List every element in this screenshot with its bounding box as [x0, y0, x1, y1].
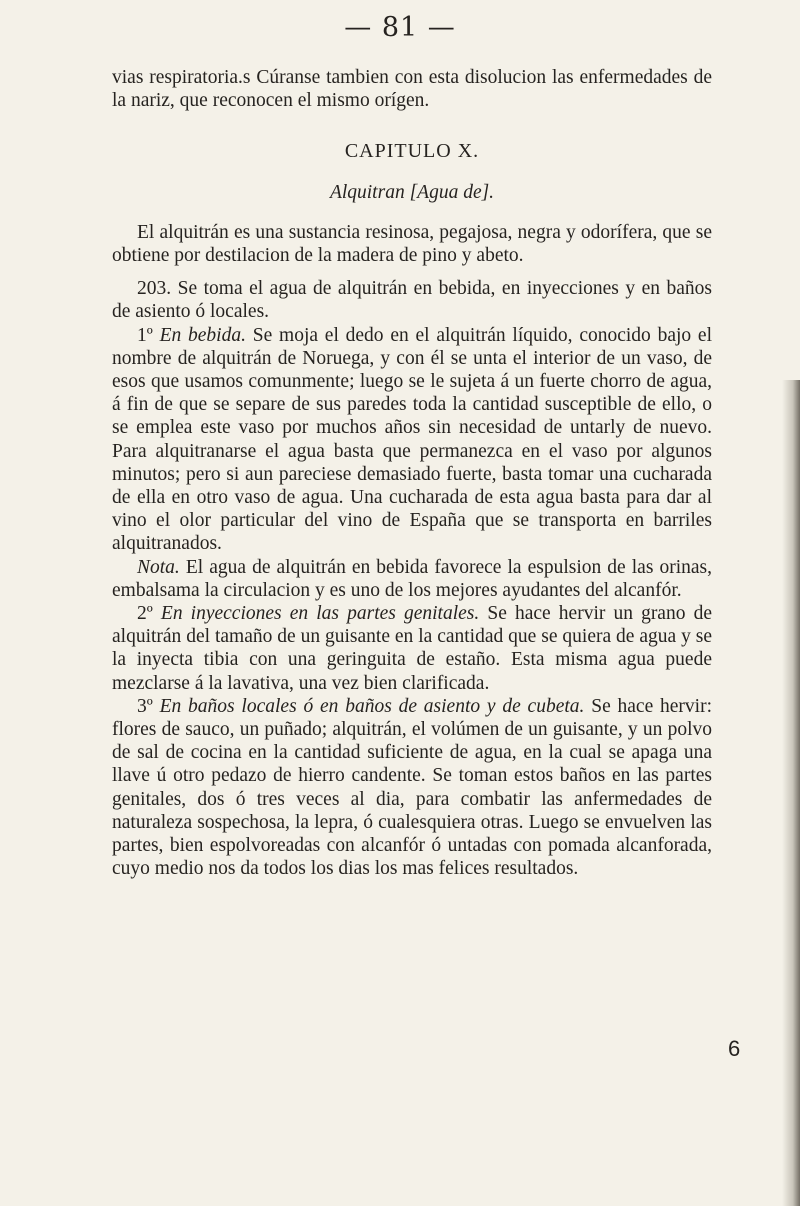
item-inyecciones	[112, 602, 712, 695]
item-heading: En baños locales ó en baños de asiento y de cubeta.	[159, 695, 592, 717]
continuation-paragraph: vias respiratoria.s Cúranse tambien con esta disolucion las enfermedades de la nariz, que reconocen el mismo orígen.	[112, 67, 712, 112]
page-body	[112, 66, 712, 881]
signature-number: 6	[728, 1036, 741, 1061]
chapter-title: CAPITULO X.	[344, 140, 480, 163]
item-text: Se moja el dedo en el alquitrán líquido, conocido bajo el nombre de alquitrán de Noruega, y con él se unta el interior de un vaso, de esos que usamos comunmente; luego se le sujeta á un fuerte chorro de agua, á fin de que se separe de sus paredes toda la cantidad susceptible de ello, o se emplea este vaso por muchos años sin necesidad de untarly de nuevo. Para alquitranarse el agua basta que permanezca en el vaso por algunos minutos; pero si aun pareciese demasiado fuerte, basta tomar una cucharada de ella en otro vaso de agua. Una cucharada de esta agua basta para dar al vino el olor particular del vino de España que se transporta en barriles alquitranados.	[112, 324, 713, 555]
intro-paragraph: El alquitrán es una sustancia resinosa, pegajosa, negra y odorífera, que se obtiene por destilacion de la madera de pino y abeto.	[112, 221, 712, 267]
item-heading: En bebida.	[159, 324, 253, 346]
page-number: — 81 —	[344, 12, 456, 43]
note-label: Nota.	[137, 556, 186, 578]
paragraph-203: 203. Se toma el agua de alquitrán en bebida, en inyecciones y en baños de asiento ó locales.	[112, 278, 712, 323]
item-text: Se hace hervir un grano de alquitrán del tamaño de un guisante en la cantidad que se quiera de agua y se la inyecta tibia con una geringuita de estaño. Esta misma agua puede mezclarse á la lavativa, una vez bien clarificada.	[112, 603, 712, 694]
note-paragraph	[112, 556, 712, 602]
section-subtitle: Alquitran [Agua de].	[329, 181, 495, 203]
note-text: El agua de alquitrán en bebida favorece la espulsion de las orinas, embalsama la circulacion y es uno de los mejores ayudantes del alcanfór.	[112, 556, 712, 601]
item-banos	[112, 695, 712, 881]
item-bebida	[112, 324, 712, 556]
item-text: Se hace hervir: flores de sauco, un puñado; alquitrán, el volúmen de un guisante, y un polvo de sal de cocina en la cantidad suficiente de agua, en la cual se apaga una llave ú otro pedazo de hierro candente. Se toman estos baños en las partes genitales, dos ó tres veces al dia, para combatir las anfermedades de naturaleza sospechosa, la lepra, ó cualesquiera otras. Luego se envuelven las partes, bien espolvoreadas con alcanfór ó untadas con pomada alcanforada, cuyo medio nos da todos los dias los mas felices resultados.	[112, 695, 713, 880]
item-number: 2º	[137, 603, 161, 625]
item-number: 1º	[137, 324, 160, 346]
item-number: 3º	[137, 695, 160, 717]
binding-edge-shadow	[782, 380, 800, 1206]
item-heading: En inyecciones en las partes genitales.	[160, 603, 488, 625]
